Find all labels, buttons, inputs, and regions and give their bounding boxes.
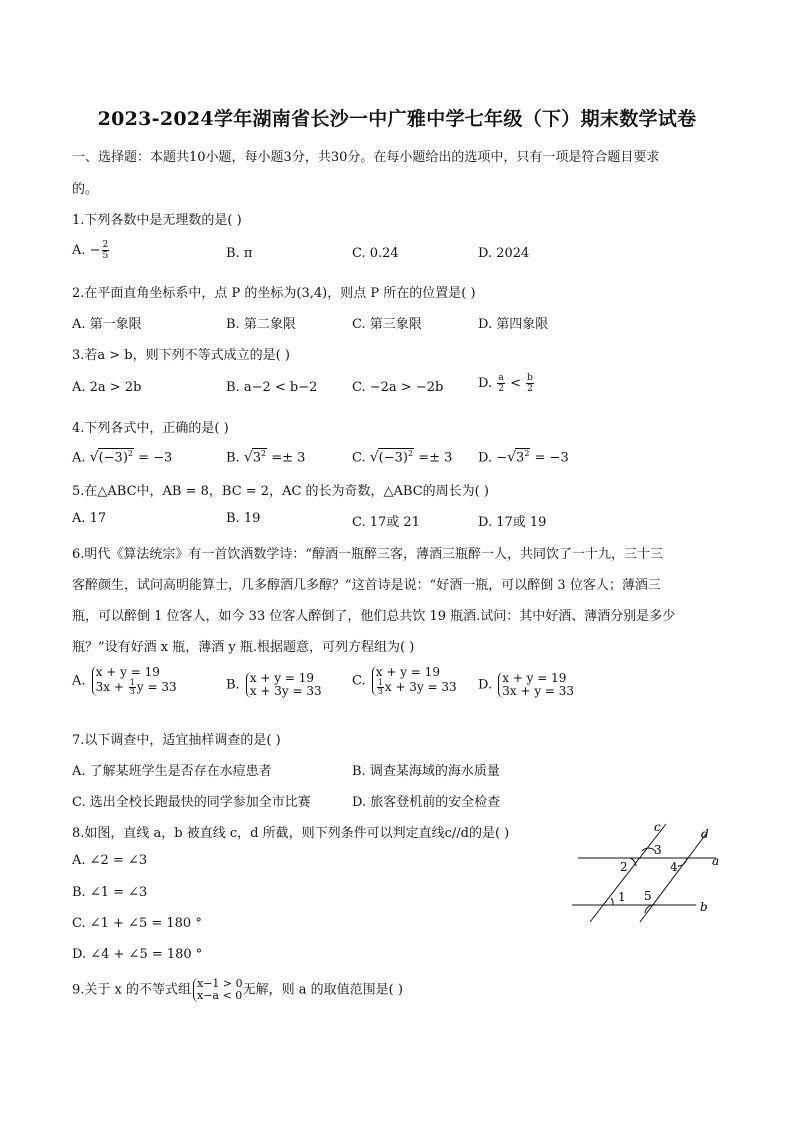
equation-system [372,666,457,696]
line-d [640,834,706,922]
label-angle-5: 5 [644,889,652,903]
inequality-system [193,978,243,1002]
option-label: A. [72,673,86,689]
q9-stem-end: 无解，则 a 的取值范围是( ) [242,982,403,998]
q1-option-d: D. 2024 [478,246,530,261]
q8-stem: 8.如图，直线 a，b 被直线 c，d 所截，则下列条件可以判定直线c//d的是( ) [72,826,510,841]
equation-system [498,672,574,698]
equation-text: y = 33 [136,680,177,694]
fraction-numerator: 1 [129,678,135,687]
q7-option-c: C. 选出全校长跑最快的同学参加全市比赛 [72,795,311,810]
label-angle-4: 4 [670,860,678,874]
q3-option-a: A. 2a > 2b [72,380,142,395]
equation-1: x + y = 19 [375,665,440,679]
q3-option-d-fraction-a [497,373,505,394]
fraction-denominator: 3 [377,687,383,696]
q5-option-d: D. 17或 19 [478,515,547,530]
q2-option-d: D. 第四象限 [478,317,549,332]
equation-system [246,672,322,698]
q2-option-b: B. 第二象限 [226,317,296,332]
q1-option-a [72,240,110,261]
q1-option-a-fraction [102,240,110,261]
q7-option-d: D. 旅客登机前的安全检查 [352,795,501,810]
q6-stem-line4: 瓶？”设有好酒 x 瓶，薄酒 y 瓶.根据题意，可列方程组为( ) [72,640,415,655]
fraction-denominator: 2 [527,384,533,394]
q9-stem-start: 9.关于 x 的不等式组 [72,982,191,998]
q6-option-c [352,666,457,696]
fraction-denominator: 5 [102,251,109,261]
radicand-base: 3 [516,450,525,466]
option-prefix: A. [72,450,90,466]
fraction-denominator: 3 [129,687,135,696]
equation-system [92,666,177,696]
q2-stem: 2.在平面直角坐标系中，点 P 的坐标为(3,4)，则点 P 所在的位置是( ) [72,286,476,301]
q7-option-b: B. 调查某海域的海水质量 [352,764,500,779]
option-prefix: C. [352,450,370,466]
label-c: c [654,820,661,834]
equation-2 [376,679,457,696]
option-prefix: D. − [478,450,508,466]
q8-option-d: D. ∠4 + ∠5 = 180 ° [72,947,203,962]
q6-stem-line1: 6.明代《算法统宗》有一首饮酒数学诗：“醇酒一瓶醉三客，薄酒三瓶醉一人，共同饮了一十九，三十三 [72,547,664,562]
q2-option-c: C. 第三象限 [352,317,422,332]
q3-stem: 3.若a > b，则下列不等式成立的是( ) [72,348,290,363]
q3-option-d-prefix: D. [478,376,497,391]
fraction [377,679,384,696]
sqrt-icon: √ [243,449,253,466]
inequality-2: x−a < 0 [197,989,243,1002]
angle-2-arc [630,858,636,866]
q2-option-a: A. 第一象限 [72,317,142,332]
sqrt-icon: √ [507,449,517,466]
exponent: 2 [261,449,267,458]
q7-option-a: A. 了解某班学生是否存在水痘患者 [72,764,272,779]
q8-option-c: C. ∠1 + ∠5 = 180 ° [72,916,202,931]
option-tail: =± 3 [414,450,453,466]
label-angle-2: 2 [620,860,628,874]
sqrt-icon: √ [369,449,379,466]
inequality-1: x−1 > 0 [197,977,243,990]
label-angle-3: 3 [654,843,662,857]
radicand [515,448,530,465]
radicand-base: 3 [252,450,262,466]
fraction [129,679,136,696]
q8-figure [566,818,736,924]
equation-1: x + y = 19 [502,671,567,685]
radicand-base: (−3) [378,450,408,466]
q6-stem-line2: 客醉颜生，试问高明能算士，几多醇酒几多醇？”这首诗是说：“好酒一瓶，可以醉倒 3 位客人；薄酒三 [72,578,661,593]
radicand [378,448,414,465]
label-d: d [701,827,709,841]
q7-stem: 7.以下调查中，适宜抽样调查的是( ) [72,733,281,748]
equation-1: x + y = 19 [249,671,315,685]
option-tail: = −3 [133,450,173,466]
exponent: 2 [407,449,414,458]
q4-option-b [226,448,305,465]
q8-option-a: A. ∠2 = ∠3 [72,853,148,868]
equation-text: 3x + [95,680,128,694]
q9-stem [72,978,403,1002]
q3-option-c: C. −2a > −2b [352,380,444,395]
q1-option-b: B. π [226,246,253,261]
q4-stem: 4.下列各式中，正确的是( ) [72,421,229,436]
line-c [590,824,666,922]
radicand [98,448,134,465]
fraction-numerator: a [498,373,504,383]
label-angle-1: 1 [618,890,626,904]
q8-option-b: B. ∠1 = ∠3 [72,885,148,900]
equation-2: 3x + y = 33 [502,684,575,698]
option-tail: = −3 [530,450,569,466]
exponent: 2 [524,449,530,458]
option-tail: =± 3 [267,450,306,466]
label-a: a [712,854,720,868]
exponent: 2 [127,449,133,458]
section-heading-line2: 的。 [72,182,99,197]
q6-option-b [226,672,322,698]
angle-5-arc [645,905,656,913]
q5-stem: 5.在△ABC中，AB = 8，BC = 2，AC 的长为奇数，△ABC的周长为( ) [72,484,489,499]
less-than-sign: < [505,376,526,391]
option-label: D. [478,677,493,693]
q5-option-c: C. 17或 21 [352,515,420,530]
fraction-numerator: 2 [102,240,109,250]
equation-2: x + 3y = 33 [249,684,322,698]
q6-stem-line3: 瓶，可以醉倒 1 位客人，如今 33 位客人醉倒了，他们总共饮 19 瓶酒.试问：其中好酒、薄酒分别是多少 [72,609,676,624]
fraction-denominator: 2 [498,384,504,394]
q4-option-a [72,448,172,465]
section-heading-line1: 一、选择题：本题共10小题，每小题3分，共30分。在每小题给出的选项中，只有一项是符合题目要求 [72,150,660,165]
option-prefix: B. [226,450,244,466]
equation-2 [96,679,177,696]
exam-title: 2023-2024学年湖南省长沙一中广雅中学七年级（下）期末数学试卷 [97,108,697,130]
equation-1: x + y = 19 [95,665,160,679]
radicand-base: (−3) [98,450,128,466]
q1-stem: 1.下列各数中是无理数的是( ) [72,213,242,228]
q4-option-c [352,448,452,465]
q5-option-a: A. 17 [72,511,107,526]
equation-text: x + 3y = 33 [384,680,457,694]
option-label: B. [226,677,240,693]
q3-option-d-fraction-b [526,373,534,394]
angle-4-arc [678,858,687,866]
q3-option-d [478,373,535,394]
q6-option-d [478,672,574,698]
q1-option-c: C. 0.24 [352,246,399,261]
option-label: C. [352,673,366,689]
q3-option-b: B. a−2 < b−2 [226,380,318,395]
angle-1-arc [611,898,613,905]
q5-option-b: B. 19 [226,511,261,526]
q4-option-d [478,448,569,465]
q6-option-a [72,666,177,696]
label-b: b [700,900,708,914]
sqrt-icon: √ [89,449,99,466]
q1-option-a-prefix: A. − [72,243,101,258]
fraction-numerator: 1 [377,678,383,687]
fraction-numerator: b [527,373,533,383]
radicand [252,448,267,465]
